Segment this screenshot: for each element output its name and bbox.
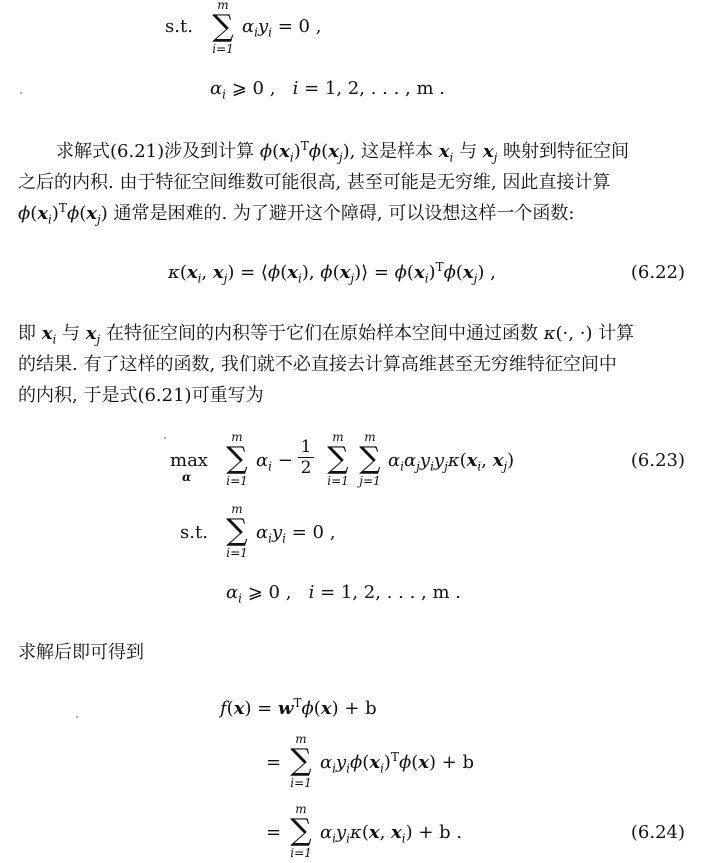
equation-6-24-line-1: $f(x) = w^T\phi(x) + b$ <box>220 696 377 719</box>
sum-symbol-6-23-constraint: m ∑ i=1 <box>226 502 248 560</box>
paragraph-1: 求解式(6.21)涉及到计算 $\phi(x_i)^T\phi(x_j)$, 这是样本 $x_i$ 与 $x_j$ 映射到特征空间 之后的内积. 由于特征空间维数可能很高, 甚至可能是无穷维, 因此直接计算 $\phi(x_i)^T\phi(x_j)$ 通常是困难的. 为了避开这个障碍, 可以设想这样一个函数: <box>18 139 630 227</box>
sum-symbol-top: m ∑ i=1 <box>212 0 234 56</box>
equation-6-24-eq-3: = <box>266 822 282 843</box>
sum-symbol-6-23-a: m ∑ i=1 <box>226 430 248 488</box>
equation-number-6-22: (6.22) <box>630 262 685 283</box>
fraction-one-half: 1 2 <box>298 437 314 478</box>
equation-number-6-24: (6.24) <box>630 822 685 843</box>
sum-symbol-6-24-a: m ∑ i=1 <box>290 732 312 790</box>
paragraph-3: 求解后即可得到 <box>18 642 144 663</box>
scan-speck <box>164 437 166 439</box>
alpha-sum-term: $\alpha_i$ − <box>256 450 293 474</box>
sum-symbol-6-23-b: m ∑ i=1 <box>327 430 349 488</box>
double-sum-term: $\alpha_i\alpha_jy_iy_j\kappa(x_i$, $x_j$) <box>388 450 515 474</box>
max-subscript: α <box>182 470 192 484</box>
alpha-condition-top: $\alpha_i$ ⩾ 0 , i = 1, 2, . . . , m . <box>210 78 445 102</box>
equation-6-24-line-3: $\alpha_iy_i\kappa(x$, $x_i) + b$ . <box>320 822 463 846</box>
equation-number-6-23: (6.23) <box>630 450 685 471</box>
equation-6-22: $\kappa(x_i$, $x_j$) = $⟨\phi(x_i)$, $\phi(x_j)⟩ = \phi(x_i)^T\phi(x_j)$ , <box>168 260 496 286</box>
max-operator: max <box>170 450 208 471</box>
paragraph-2: 即 $x_i$ 与 $x_j$ 在特征空间的内积等于它们在原始样本空间中通过函数 κ(·, ·) 计算 的结果. 有了这样的函数, 我们就不必直接去计算高维甚至无穷维特征空间中 的内积, 于是式(6.21)可重写为 <box>18 323 635 406</box>
equation-6-24-eq-2: = <box>266 752 282 773</box>
equation-6-24-line-2: $\alpha_iy_i\phi(x_i)^T\phi(x) + b$ <box>320 750 475 776</box>
constraint-6-23: $\alpha_iy_i = 0$ , <box>256 522 336 546</box>
sum-symbol-6-24-b: m ∑ i=1 <box>290 802 312 860</box>
scan-speck <box>20 92 22 94</box>
st-label-top: s.t. <box>165 16 193 37</box>
st-label-6-23: s.t. <box>180 522 208 543</box>
scan-speck <box>76 716 78 718</box>
alpha-condition-6-23: $\alpha_i$ ⩾ 0 , i = 1, 2, . . . , m . <box>226 582 461 606</box>
constraint-top: $\alpha_iy_i = 0$ , <box>242 16 322 40</box>
sum-symbol-6-23-c: m ∑ j=1 <box>359 430 381 488</box>
